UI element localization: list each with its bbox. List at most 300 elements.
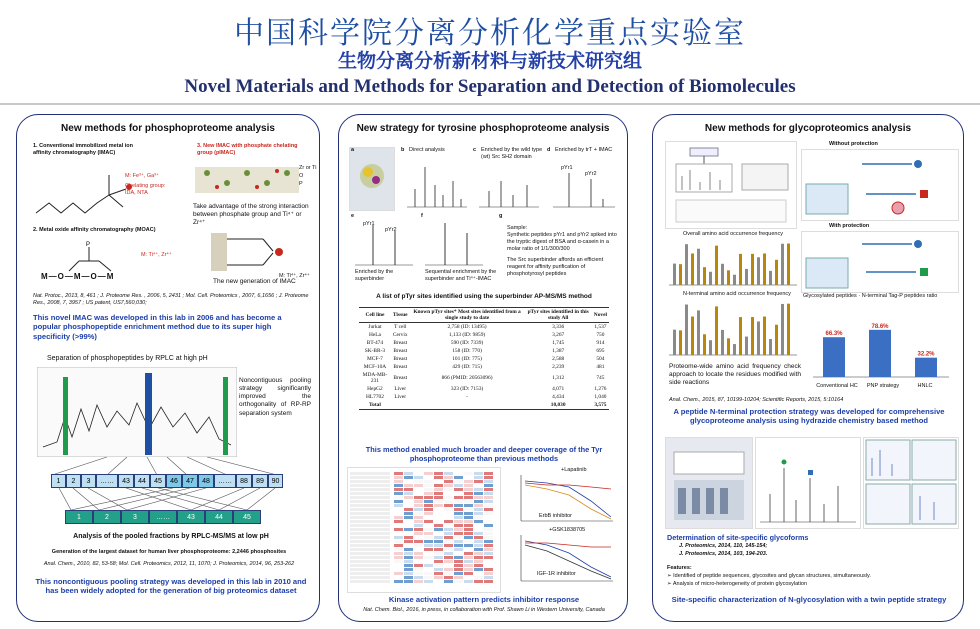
with-protection-figure xyxy=(801,231,959,293)
sep-title: Separation of phosphopeptides by RPLC at high pH xyxy=(47,355,208,362)
heatmap-cell xyxy=(414,568,423,571)
col-header: Novel xyxy=(592,308,609,323)
heatmap-row-label xyxy=(350,480,390,483)
table-row xyxy=(359,401,609,410)
heatmap-cell xyxy=(474,528,483,531)
heatmap-cell xyxy=(444,488,453,491)
table-cell: 745 xyxy=(596,375,605,381)
without-protection-label: Without protection xyxy=(829,141,878,147)
aa-freq-title: Overall amino acid occurrence frequency xyxy=(683,231,783,237)
heatmap-cell xyxy=(454,576,463,579)
panel1-highlight2: This noncontiguous pooling strategy was developed in this lab in 2010 and has been widely adopted for the generation of big proteomics dataset xyxy=(35,577,307,596)
heatmap-cell xyxy=(404,580,413,583)
heatmap-cell xyxy=(404,492,413,495)
aa-bar xyxy=(697,310,700,355)
table-cell: 590 (ID: 7339) xyxy=(450,340,484,346)
heatmap-cell xyxy=(454,504,463,507)
heatmap-cell xyxy=(424,480,433,483)
table-cell: 158 (ID: 770) xyxy=(452,348,482,354)
heatmap-cell xyxy=(484,480,493,483)
heatmap-cell xyxy=(444,540,453,543)
fraction-box: 43 xyxy=(118,474,134,488)
det-ref: J. Proteomics, 2014, 103, 194-203. xyxy=(679,551,768,557)
aa-bar xyxy=(673,330,676,355)
heatmap-cell xyxy=(414,572,423,575)
pooled-box: …… xyxy=(149,510,177,524)
structure-figure-a xyxy=(349,147,395,211)
heatmap-cell xyxy=(394,480,403,483)
heatmap-cell xyxy=(484,556,493,559)
heatmap-cell xyxy=(484,492,493,495)
heatmap-row-label xyxy=(350,504,390,507)
heatmap-cell xyxy=(444,512,453,515)
heatmap-row-label xyxy=(350,520,390,523)
aa-bar xyxy=(703,334,706,355)
heatmap-cell xyxy=(394,564,403,567)
gsk-legend: +GSK1838705 xyxy=(549,527,586,533)
comparison-bar xyxy=(869,330,891,377)
heatmap-cell xyxy=(434,520,443,523)
fig-f-label: Sequential enrichment by the superbinder and Ti⁴⁺-IMAC xyxy=(425,269,497,282)
heatmap-cell xyxy=(464,572,473,575)
heatmap-cell xyxy=(424,556,433,559)
heatmap-cell xyxy=(474,504,483,507)
heatmap-cell xyxy=(414,516,423,519)
table-cell: T cell xyxy=(394,324,407,330)
aa-bar xyxy=(703,267,706,285)
fig-letter-d: d xyxy=(547,147,551,153)
aa-bar xyxy=(733,344,736,355)
heatmap-cell xyxy=(444,560,453,563)
heatmap-cell xyxy=(394,512,403,515)
heatmap-cell xyxy=(464,540,473,543)
heatmap-cell xyxy=(484,548,493,551)
heatmap-cell xyxy=(394,572,403,575)
heatmap-cell xyxy=(404,504,413,507)
fig-d-label: Enriched by trT + IMAC xyxy=(555,147,613,153)
aa-bar xyxy=(727,338,730,355)
heatmap-cell xyxy=(464,508,473,511)
heatmap-cell xyxy=(454,572,463,575)
table-cell: 2,239 xyxy=(552,364,565,370)
kinase-heatmap xyxy=(347,467,501,593)
heatmap-cell xyxy=(394,552,403,555)
header-cn-title: 中国科学院分离分析化学重点实验室 xyxy=(234,16,746,51)
heatmap-cell xyxy=(454,536,463,539)
heatmap-cell xyxy=(474,500,483,503)
pimac-description: Take advantage of the strong interaction between phosphate group and Ti⁴⁺ or Zr⁴⁺ xyxy=(193,203,309,227)
heatmap-cell xyxy=(414,580,423,583)
heatmap-row-label xyxy=(350,508,390,511)
heatmap-cell xyxy=(464,560,473,563)
table-cell: Cervix xyxy=(392,332,408,338)
table-row xyxy=(359,339,609,347)
aa-bar xyxy=(745,337,748,355)
heatmap-cell xyxy=(454,540,463,543)
heatmap-cell xyxy=(484,576,493,579)
heatmap-cell xyxy=(424,504,433,507)
heatmap-cell xyxy=(434,488,443,491)
table-cell: HL7702 xyxy=(365,394,384,400)
fraction-row-bottom xyxy=(65,510,261,524)
heatmap-cell xyxy=(424,520,433,523)
heatmap-row-label xyxy=(350,524,390,527)
fig-letter-f: f xyxy=(421,213,423,219)
heatmap-cell xyxy=(444,564,453,567)
heatmap-cell xyxy=(444,532,453,535)
comparison-bar-chart xyxy=(803,315,959,385)
heatmap-cell xyxy=(464,568,473,571)
table-cell: Breast xyxy=(393,340,408,346)
pooled-caption: Analysis of the pooled fractions by RPLC-MS/MS at low pH xyxy=(73,533,269,540)
heatmap-cell xyxy=(414,524,423,527)
spectrum-c xyxy=(477,169,541,209)
imac-heading: 1. Conventional immobilized metal ion affinity chromatography (IMAC) xyxy=(33,143,133,156)
heatmap-cell xyxy=(404,476,413,479)
heatmap-cell xyxy=(434,548,443,551)
heatmap-row-label xyxy=(350,512,390,515)
heatmap-cell xyxy=(414,472,423,475)
heatmap-cell xyxy=(394,568,403,571)
heatmap-cell xyxy=(404,572,413,575)
heatmap-row-label xyxy=(350,540,390,543)
heatmap-cell xyxy=(424,508,433,511)
aa-bar xyxy=(739,317,742,355)
heatmap-row-label xyxy=(350,532,390,535)
heatmap-cell xyxy=(454,552,463,555)
heatmap-cell xyxy=(414,500,423,503)
heatmap-cell xyxy=(424,500,433,503)
heatmap-cell xyxy=(394,544,403,547)
aa-bar xyxy=(757,321,760,355)
heatmap-cell xyxy=(484,564,493,567)
heatmap-cell xyxy=(394,580,403,583)
heatmap-cell xyxy=(454,560,463,563)
heatmap-cell xyxy=(464,512,473,515)
heatmap-cell xyxy=(464,488,473,491)
heatmap-cell xyxy=(484,472,493,475)
heatmap-cell xyxy=(424,524,433,527)
table-cell: 750 xyxy=(596,332,605,338)
heatmap-cell xyxy=(464,524,473,527)
heatmap-cell xyxy=(404,484,413,487)
legend-item: N-terminal Tag-P peptides ratio xyxy=(861,293,938,299)
nonconc-text: Noncontiguous pooling strategy significantly improved the orthogonality of RP-RP separation system xyxy=(239,377,311,417)
table-cell: Breast xyxy=(393,364,408,370)
heatmap-cell xyxy=(394,556,403,559)
chromatogram-figure xyxy=(37,367,237,457)
heatmap-cell xyxy=(424,564,433,567)
heatmap-row-label xyxy=(350,564,390,567)
peak-label-e2: pYr2 xyxy=(385,227,397,233)
fig-e-label: Enriched by the superbinder xyxy=(355,269,394,282)
table-cell: 2,758 (ID: 13495) xyxy=(447,324,487,330)
ptyr-table-title: A list of pTyr sites identified using the superbinder AP-MS/MS method xyxy=(376,293,592,300)
heatmap-cell xyxy=(484,540,493,543)
heatmap-cell xyxy=(474,536,483,539)
heatmap-cell xyxy=(454,476,463,479)
heatmap-cell xyxy=(484,500,493,503)
table-row xyxy=(359,323,609,332)
moac-heading: 2. Metal oxide affinity chromatography (MOAC) xyxy=(33,227,156,233)
new-imac-caption: The new generation of IMAC xyxy=(213,278,296,285)
table-cell: 10,030 xyxy=(525,401,592,410)
table-cell: Breast xyxy=(393,356,408,362)
software-screenshots xyxy=(863,437,959,529)
heatmap-cell xyxy=(484,508,493,511)
svg-text:P: P xyxy=(86,242,91,248)
col-header: Cell line xyxy=(359,308,391,323)
col-header: Known pTyr sites* Most sites identified from a single study to date xyxy=(410,308,525,323)
heatmap-cell xyxy=(424,512,433,515)
aa-bar xyxy=(763,253,766,285)
feature-text: Identified of peptide sequences, glycosites and glycan structures, simultaneously. xyxy=(673,573,871,579)
table-cell: Breast xyxy=(393,375,408,381)
heatmap-cell xyxy=(414,536,423,539)
heatmap-cell xyxy=(474,520,483,523)
header-en-title: Novel Materials and Methods for Separation and Detection of Biomolecules xyxy=(184,76,796,97)
heatmap-cell xyxy=(424,516,433,519)
heatmap-cell xyxy=(394,472,403,475)
heatmap-cell xyxy=(474,516,483,519)
heatmap-cell xyxy=(394,504,403,507)
heatmap-cell xyxy=(484,568,493,571)
heatmap-cell xyxy=(424,540,433,543)
spectrum-f xyxy=(423,217,485,267)
heatmap-cell xyxy=(484,504,493,507)
bar-value-label: 78.6% xyxy=(871,323,889,330)
features-label: Features: xyxy=(667,565,692,571)
heatmap-row-label xyxy=(350,496,390,499)
table-row xyxy=(359,355,609,363)
funnel-lines-bottom xyxy=(51,488,283,510)
heatmap-cell xyxy=(454,496,463,499)
table-row xyxy=(359,331,609,339)
table-cell: MCF-7 xyxy=(367,356,383,362)
heatmap-cell xyxy=(454,544,463,547)
peak-label-d2: pYr2 xyxy=(585,171,597,177)
heatmap-cell xyxy=(404,560,413,563)
table-row xyxy=(359,393,609,401)
heatmap-cell xyxy=(404,576,413,579)
heatmap-cell xyxy=(394,576,403,579)
fraction-row-top xyxy=(51,474,283,488)
heatmap-cell xyxy=(464,504,473,507)
panel1-refs: Nat. Protoc., 2013, 8, 461 ; J. Proteome Res. , 2006, 5, 2431 ; Mol. Cell. Proteomics , 2007, 6,1656 ; J. Proteome Res., 2008, 7, 3957 ; US patent, US7,560,030; xyxy=(33,293,309,306)
heatmap-cell xyxy=(434,512,443,515)
fig-letter-c: c xyxy=(473,147,477,153)
heatmap-row-label xyxy=(350,548,390,551)
heatmap-cell xyxy=(414,556,423,559)
heatmap-cell xyxy=(404,552,413,555)
heatmap-cell xyxy=(424,576,433,579)
heatmap-cell xyxy=(434,528,443,531)
heatmap-cell xyxy=(444,484,453,487)
heatmap-cell xyxy=(394,520,403,523)
heatmap-cell xyxy=(474,580,483,583)
heatmap-cell xyxy=(394,496,403,499)
heatmap-cell xyxy=(454,532,463,535)
heatmap-cell xyxy=(394,484,403,487)
glycan-spectrum-figure xyxy=(755,437,861,529)
heatmap-cell xyxy=(404,556,413,559)
heatmap-cell xyxy=(404,472,413,475)
heatmap-cell xyxy=(454,472,463,475)
table-cell: 1,387 xyxy=(552,348,565,354)
heatmap-cell xyxy=(484,536,493,539)
nterm-freq-chart xyxy=(665,299,799,357)
heatmap-cell xyxy=(474,524,483,527)
heatmap-cell xyxy=(414,480,423,483)
heatmap-cell xyxy=(454,480,463,483)
heatmap-cell xyxy=(424,528,433,531)
heatmap-cell xyxy=(434,532,443,535)
heatmap-cell xyxy=(454,512,463,515)
bar-legend: Glycosylated peptides · N-terminal Tag-P peptides ratio xyxy=(803,293,938,299)
heatmap-cell xyxy=(394,560,403,563)
table-cell: Liver xyxy=(394,386,407,392)
heatmap-cell xyxy=(444,556,453,559)
determination-title: Determination of site-specific glycoforms xyxy=(667,533,809,542)
heatmap-cell xyxy=(434,552,443,555)
dataset-line: Generation of the largest dataset for human liver phosphoproteome: 2,2446 phosphosites xyxy=(51,549,287,555)
peak-label-d1: pYr1 xyxy=(561,165,573,171)
heatmap-cell xyxy=(454,548,463,551)
heatmap-cell xyxy=(404,536,413,539)
heatmap-cell xyxy=(414,476,423,479)
aa-bar xyxy=(781,244,784,285)
heatmap-cell xyxy=(484,496,493,499)
table-cell: MCF-10A xyxy=(363,364,387,370)
table-cell: 866 (PMID: 20563096) xyxy=(441,375,493,381)
heatmap-cell xyxy=(444,472,453,475)
heatmap-cell xyxy=(444,568,453,571)
table-cell: 1,537 xyxy=(594,324,607,330)
heatmap-cell xyxy=(434,560,443,563)
proteome-check-text: Proteome-wide amino acid frequency check approach to locate the residues modified with side reactions xyxy=(669,363,801,387)
heatmap-cell xyxy=(434,508,443,511)
heatmap-row-label xyxy=(350,516,390,519)
table-cell: 1,312 xyxy=(552,375,565,381)
heatmap-cell xyxy=(454,488,463,491)
panel2-title: New strategy for tyrosine phosphoproteome analysis xyxy=(356,123,610,134)
fig-letter-b: b xyxy=(401,147,405,153)
pimac-heading: 3. New IMAC with phosphate chelating group (pIMAC) xyxy=(197,143,298,156)
table-cell: - xyxy=(466,394,468,400)
heatmap-cell xyxy=(484,484,493,487)
heatmap-cell xyxy=(424,544,433,547)
heatmap-cell xyxy=(424,496,433,499)
fraction-box: …… xyxy=(96,474,118,488)
heatmap-cell xyxy=(434,540,443,543)
fraction-box: 1 xyxy=(51,474,66,488)
heatmap-row-label xyxy=(350,472,390,475)
table-cell: 1,133 (ID: 9859) xyxy=(448,332,486,338)
table-cell: HepG2 xyxy=(367,386,383,392)
pooled-box: 43 xyxy=(177,510,205,524)
heatmap-cell xyxy=(414,484,423,487)
heatmap-row-label xyxy=(350,528,390,531)
table-cell: BT-474 xyxy=(366,340,384,346)
heatmap-cell xyxy=(414,548,423,551)
heatmap-cell xyxy=(454,492,463,495)
heatmap-cell xyxy=(454,484,463,487)
heatmap-cell xyxy=(434,536,443,539)
heatmap-cell xyxy=(404,512,413,515)
heatmap-cell xyxy=(424,568,433,571)
heatmap-cell xyxy=(404,524,413,527)
heatmap-cell xyxy=(474,576,483,579)
bar-x-label: HNLC xyxy=(917,383,933,389)
bar-value-label: 66.3% xyxy=(825,331,843,338)
heatmap-cell xyxy=(404,528,413,531)
aa-bar xyxy=(775,260,778,285)
aa-bar xyxy=(775,325,778,355)
table-cell: Jurkat xyxy=(368,324,382,330)
heatmap-cell xyxy=(434,576,443,579)
fig-letter-a: a xyxy=(351,147,355,153)
aa-bar xyxy=(751,254,754,285)
table-row xyxy=(359,371,609,385)
heatmap-cell xyxy=(414,560,423,563)
heatmap-cell xyxy=(404,540,413,543)
heatmap-cell xyxy=(464,480,473,483)
heatmap-cell xyxy=(434,504,443,507)
sample-text: Sample: Synthetic peptides pYr1 and pYr2 spiked into the tryptic digest of BSA and α-casein in a molar ratio of 1/1/300/300 xyxy=(507,225,617,252)
heatmap-cell xyxy=(474,488,483,491)
heatmap-cell xyxy=(424,580,433,583)
heatmap-cell xyxy=(464,472,473,475)
heatmap-cell xyxy=(484,580,493,583)
fraction-box: 3 xyxy=(81,474,96,488)
header-divider xyxy=(0,103,980,105)
heatmap-cell xyxy=(474,480,483,483)
heatmap-cell xyxy=(394,548,403,551)
heatmap-cell xyxy=(414,508,423,511)
table-cell: 3,575 xyxy=(592,401,609,410)
aa-bar xyxy=(715,246,718,285)
fraction-box: 90 xyxy=(268,474,283,488)
fraction-box: …… xyxy=(214,474,236,488)
table-row xyxy=(359,385,609,393)
panel-tyrosine xyxy=(338,114,628,622)
heatmap-cell xyxy=(424,572,433,575)
bar-x-label: PNP strategy xyxy=(866,383,900,389)
aa-bar xyxy=(691,317,694,355)
fraction-box: 46 xyxy=(166,474,182,488)
heatmap-cell xyxy=(424,472,433,475)
aa-bar xyxy=(685,305,688,355)
heatmap-cell xyxy=(404,564,413,567)
heatmap-cell xyxy=(464,492,473,495)
heatmap-cell xyxy=(424,536,433,539)
panel3-final: Site-specific characterization of N-glycosylation with a twin peptide strategy xyxy=(671,595,947,604)
heatmap-cell xyxy=(454,500,463,503)
heatmap-cell xyxy=(474,472,483,475)
pimac-legend-1: Zr or Ti xyxy=(299,165,317,171)
heatmap-cell xyxy=(454,568,463,571)
table-cell: 914 xyxy=(596,340,605,346)
heatmap-cell xyxy=(444,508,453,511)
heatmap-cell xyxy=(424,548,433,551)
comparison-bar xyxy=(915,358,937,377)
heatmap-cell xyxy=(484,528,493,531)
col-header: Tissue xyxy=(391,308,410,323)
table-cell xyxy=(410,401,525,410)
heatmap-cell xyxy=(454,564,463,567)
fraction-box: 89 xyxy=(252,474,268,488)
heatmap-row-label xyxy=(350,552,390,555)
